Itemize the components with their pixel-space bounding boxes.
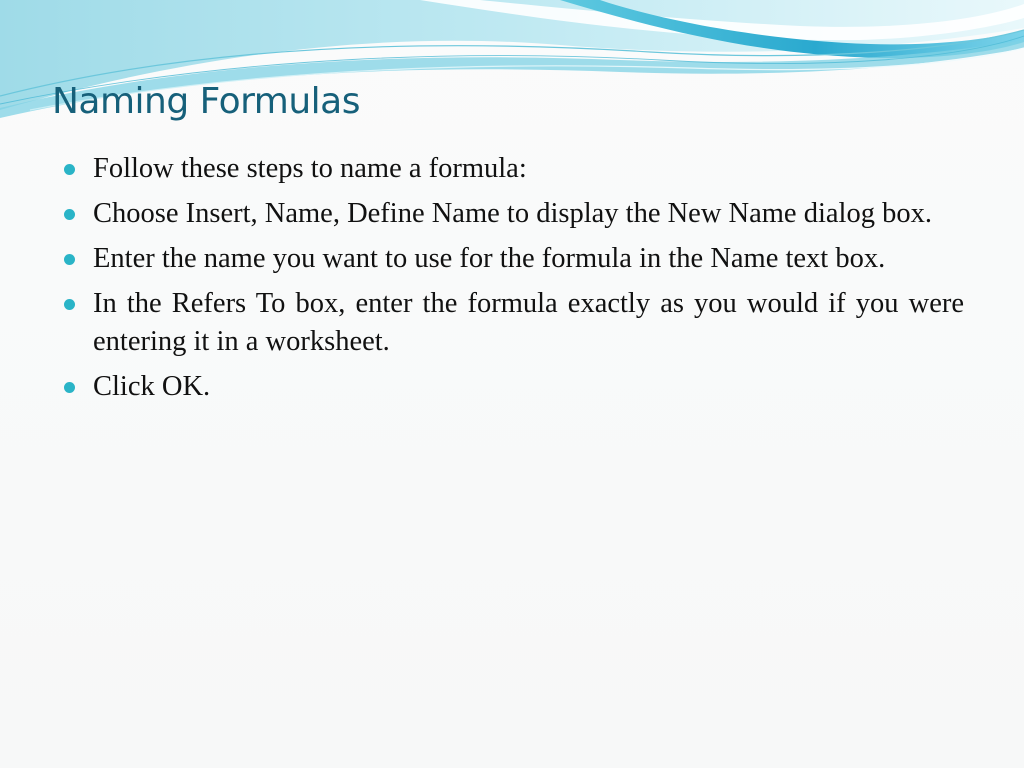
list-item [62,240,964,278]
bullet-circle-icon [64,299,75,310]
bullet-text: Choose Insert, Name, Define Name to display the New Name dialog box. [93,198,932,229]
bullet-text: In the Refers To box, enter the formula exactly as you would if you were entering it in a worksheet. [93,288,964,357]
bullet-circle-icon [64,164,75,175]
bullet-text: Follow these steps to name a formula: [93,153,527,184]
bullet-list [62,150,964,413]
bullet-circle-icon [64,209,75,220]
list-item [62,195,964,233]
bullet-text: Enter the name you want to use for the formula in the Name text box. [93,243,886,274]
bullet-text: Click OK. [93,371,211,402]
list-item [62,368,964,406]
bullet-circle-icon [64,254,75,265]
list-item [62,285,964,361]
bullet-circle-icon [64,382,75,393]
list-item [62,150,964,188]
slide-title: Naming Formulas [52,81,360,122]
